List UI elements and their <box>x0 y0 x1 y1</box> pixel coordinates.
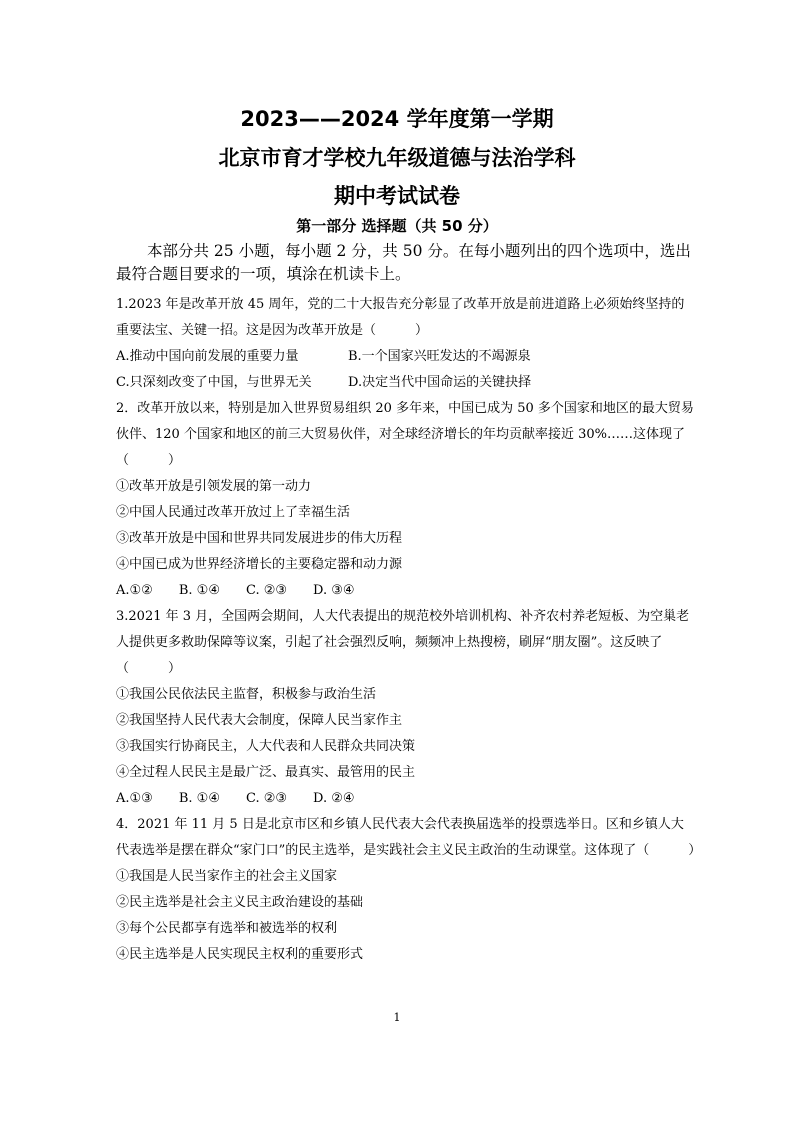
question-3 <box>116 604 696 812</box>
statement-3: ③改革开放是中国和世界共同发展进步的伟大历程 <box>116 531 403 546</box>
question-stem: 1.2023 年是改革开放 45 周年，党的二十大报告充分彰显了改革开放是前进道路上必须始终坚持的重要法宝、关键一招。这是因为改革开放是（ ） <box>116 297 685 338</box>
answer-a: A.①② <box>116 583 153 598</box>
statement-2: ②我国坚持人民代表大会制度，保障人民当家作主 <box>116 713 403 728</box>
title-exam: 期中考试试卷 <box>334 184 460 208</box>
statement-4: ④中国已成为世界经济增长的主要稳定器和动力源 <box>116 557 403 572</box>
title-year: 2023——2024 学年度第一学期 <box>240 107 554 131</box>
question-stem: 4．2021 年 11 月 5 日是北京市区和乡镇人民代表大会代表换届选举的投票选举日。区和乡镇人大代表选举是摆在群众“家门口”的民主选举，是实践社会主义民主政治的生动课堂。这体现了（ ） <box>116 817 702 858</box>
answer-a: A.①③ <box>116 791 153 806</box>
statement-3: ③我国实行协商民主，人大代表和人民群众共同决策 <box>116 739 416 754</box>
answer-d: D. ②④ <box>313 791 355 806</box>
section-heading: 第一部分 选择题（共 50 分） <box>296 217 498 235</box>
statement-1: ①改革开放是引领发展的第一动力 <box>116 479 312 494</box>
answer-b: B. ①④ <box>178 583 220 598</box>
answer-c: C. ②③ <box>245 791 288 806</box>
question-stem: 3.2021 年 3 月，全国两会期间，人大代表提出的规范校外培训机构、补齐农村养老短板、为空巢老人提供更多救助保障等议案，引起了社会强烈反响，频频冲上热搜榜，刷屏“朋友圈”。这反映了（ ） <box>116 609 690 676</box>
statement-4: ④民主选举是人民实现民主权利的重要形式 <box>116 947 364 962</box>
statement-2: ②民主选举是社会主义民主政治建设的基础 <box>116 895 364 910</box>
question-stem: 2．改革开放以来，特别是加入世界贸易组织 20 多年来，中国已成为 50 多个国家和地区的最大贸易伙伴、120 个国家和地区的前三大贸易伙伴，对全球经济增长的年均贡献率接近 30%……这体现了（ ） <box>116 401 694 468</box>
answer-choices <box>116 578 696 604</box>
option-d: D.决定当代中国命运的关键抉择 <box>348 375 532 390</box>
option-row <box>116 344 696 370</box>
question-2 <box>116 396 696 604</box>
option-a: A.推动中国向前发展的重要力量 <box>116 349 299 364</box>
option-c: C.只深刻改变了中国，与世界无关 <box>116 375 312 390</box>
section-instructions: 本部分共 25 小题，每小题 2 分，共 50 分。在每小题列出的四个选项中，选出最符合题目要求的一项，填涂在机读卡上。 <box>116 242 691 283</box>
answer-b: B. ①④ <box>178 791 220 806</box>
option-b: B.一个国家兴旺发达的不竭源泉 <box>348 349 531 364</box>
question-1 <box>116 292 696 396</box>
question-list <box>116 292 702 968</box>
answer-d: D. ③④ <box>313 583 355 598</box>
answer-c: C. ②③ <box>245 583 288 598</box>
statement-2: ②中国人民通过改革开放过上了幸福生活 <box>116 505 351 520</box>
page-number: 1 <box>393 1011 401 1024</box>
statement-3: ③每个公民都享有选举和被选举的权利 <box>116 921 338 936</box>
statement-1: ①我国公民依法民主监督，积极参与政治生活 <box>116 687 377 702</box>
question-4 <box>116 812 702 968</box>
option-row <box>116 370 696 396</box>
title-school: 北京市育才学校九年级道德与法治学科 <box>218 146 576 170</box>
statement-4: ④全过程人民民主是最广泛、最真实、最管用的民主 <box>116 765 416 780</box>
answer-choices <box>116 786 696 812</box>
statement-1: ①我国是人民当家作主的社会主义国家 <box>116 869 338 884</box>
